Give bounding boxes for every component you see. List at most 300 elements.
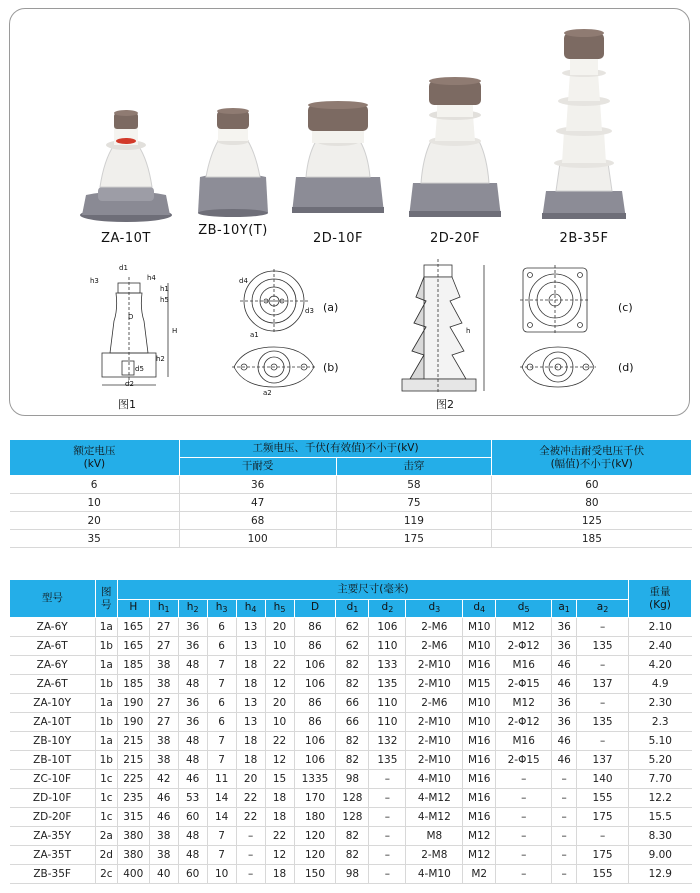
product-photo-2d10f bbox=[288, 97, 388, 217]
dim-d1-label: d1 bbox=[119, 264, 128, 272]
dimension-cell: – bbox=[577, 732, 629, 751]
model-cell: ZA-6T bbox=[10, 675, 96, 694]
col-weight bbox=[629, 580, 692, 618]
dimension-cell: 2-M10 bbox=[406, 713, 463, 732]
dimension-cell: – bbox=[496, 789, 552, 808]
dimension-cell: 2-Φ15 bbox=[496, 751, 552, 770]
dimension-cell: 98 bbox=[336, 770, 369, 789]
voltage-cell: 58 bbox=[336, 476, 492, 494]
dim-col-subscript: 3 bbox=[435, 605, 441, 614]
dim-h1-label: h1 bbox=[160, 285, 169, 293]
dimension-cell: – bbox=[496, 827, 552, 846]
dimension-cell: 13 bbox=[236, 713, 265, 732]
dimension-cell: – bbox=[552, 808, 577, 827]
dim-col-header bbox=[369, 600, 406, 618]
dimension-cell: – bbox=[236, 827, 265, 846]
dim-col-header bbox=[178, 600, 207, 618]
dimension-cell: 46 bbox=[552, 675, 577, 694]
product-photo-2d20f bbox=[405, 71, 505, 221]
dimension-cell: 86 bbox=[294, 713, 336, 732]
dim-h3-label: h3 bbox=[90, 277, 99, 285]
weight-unit: (Kg) bbox=[649, 598, 671, 611]
model-cell: ZC-10F bbox=[10, 770, 96, 789]
dim-col-subscript: 3 bbox=[222, 605, 228, 614]
dimension-cell: 1b bbox=[95, 751, 117, 770]
dimension-cell: – bbox=[496, 808, 552, 827]
figure2-side-drawing bbox=[394, 257, 490, 401]
dim-col-header bbox=[552, 600, 577, 618]
dimension-cell: 190 bbox=[117, 713, 149, 732]
dimension-cell: 380 bbox=[117, 827, 149, 846]
dimension-cell: 2-M8 bbox=[406, 846, 463, 865]
dimension-cell: M2 bbox=[463, 865, 496, 884]
dimension-cell: 2-Φ12 bbox=[496, 713, 552, 732]
dimension-cell: 48 bbox=[178, 751, 207, 770]
dimension-cell: 12 bbox=[265, 846, 294, 865]
dimension-cell: 2c bbox=[95, 865, 117, 884]
figure2-plan-d bbox=[518, 343, 598, 397]
dimension-row bbox=[10, 865, 692, 884]
dimension-cell: 155 bbox=[577, 865, 629, 884]
dim-col-symbol: h bbox=[186, 601, 194, 613]
dimension-cell: M16 bbox=[496, 656, 552, 675]
voltage-row bbox=[10, 494, 692, 512]
dim-col-header bbox=[117, 600, 149, 618]
product-photo-za10t bbox=[76, 105, 176, 225]
dimension-cell: 135 bbox=[369, 751, 406, 770]
model-cell: ZB-10T bbox=[10, 751, 96, 770]
dimension-cell: 135 bbox=[577, 713, 629, 732]
figure1-caption: 图1 bbox=[118, 398, 136, 411]
dimension-cell: 46 bbox=[149, 808, 178, 827]
col-dry-withstand: 干耐受 bbox=[179, 458, 336, 476]
dimension-cell: M12 bbox=[463, 827, 496, 846]
dimension-cell: 1a bbox=[95, 656, 117, 675]
dim-col-header bbox=[265, 600, 294, 618]
model-cell: ZB-10Y bbox=[10, 732, 96, 751]
dimension-cell: 36 bbox=[552, 637, 577, 656]
model-cell: ZD-20F bbox=[10, 808, 96, 827]
col-model: 型号 bbox=[10, 580, 96, 618]
dimension-cell: 137 bbox=[577, 675, 629, 694]
dimension-cell: 106 bbox=[294, 732, 336, 751]
view-a-label: (a) bbox=[323, 301, 339, 314]
dimension-cell: 106 bbox=[294, 656, 336, 675]
model-cell: ZA-35T bbox=[10, 846, 96, 865]
dimension-cell: M10 bbox=[463, 694, 496, 713]
dimension-cell: 235 bbox=[117, 789, 149, 808]
model-cell: ZA-10Y bbox=[10, 694, 96, 713]
dimension-cell: 20 bbox=[236, 770, 265, 789]
dimension-cell: – bbox=[552, 865, 577, 884]
dimension-cell: M16 bbox=[463, 789, 496, 808]
dimension-cell: 36 bbox=[178, 713, 207, 732]
dimension-cell: 165 bbox=[117, 618, 149, 637]
dimension-cell: 110 bbox=[369, 713, 406, 732]
dimension-cell: 7 bbox=[207, 675, 236, 694]
dimension-cell: 137 bbox=[577, 751, 629, 770]
dimension-cell: 36 bbox=[178, 618, 207, 637]
voltage-cell: 80 bbox=[492, 494, 692, 512]
dimension-cell: 48 bbox=[178, 656, 207, 675]
product-photo-2b35f bbox=[534, 23, 634, 223]
dimension-cell: 36 bbox=[178, 637, 207, 656]
dim-col-subscript: 1 bbox=[564, 605, 570, 614]
dimension-cell: 106 bbox=[294, 751, 336, 770]
col-breakdown: 击穿 bbox=[336, 458, 492, 476]
dimension-cell: 106 bbox=[369, 618, 406, 637]
product-label-2d20f: 2D-20F bbox=[430, 231, 480, 246]
dimension-cell: 82 bbox=[336, 675, 369, 694]
dim-col-symbol: d bbox=[428, 601, 436, 613]
dimension-cell: 5.10 bbox=[629, 732, 692, 751]
product-label-zb10y: ZB-10Y(T) bbox=[198, 223, 268, 238]
dimension-cell: 27 bbox=[149, 618, 178, 637]
dimension-cell: 82 bbox=[336, 827, 369, 846]
dimension-cell: 2-M10 bbox=[406, 656, 463, 675]
dimension-cell: 38 bbox=[149, 675, 178, 694]
dimension-cell: 1c bbox=[95, 770, 117, 789]
product-label-za10t: ZA-10T bbox=[101, 231, 151, 246]
dimension-cell: 2d bbox=[95, 846, 117, 865]
dimension-cell: 2.30 bbox=[629, 694, 692, 713]
dimension-cell: 53 bbox=[178, 789, 207, 808]
dimension-cell: 215 bbox=[117, 732, 149, 751]
dimension-cell: 22 bbox=[265, 827, 294, 846]
dim-col-symbol: h bbox=[244, 601, 252, 613]
dimension-cell: M16 bbox=[496, 732, 552, 751]
dimension-cell: 12 bbox=[265, 675, 294, 694]
voltage-row bbox=[10, 512, 692, 530]
dimension-cell: 6 bbox=[207, 618, 236, 637]
dimension-cell: 10 bbox=[265, 713, 294, 732]
dimension-cell: M16 bbox=[463, 770, 496, 789]
dimension-cell: M16 bbox=[463, 732, 496, 751]
dimension-cell: 135 bbox=[577, 637, 629, 656]
dim-col-subscript: 5 bbox=[524, 605, 530, 614]
dimension-cell: M10 bbox=[463, 637, 496, 656]
dimension-cell: 18 bbox=[265, 789, 294, 808]
dimension-cell: 42 bbox=[149, 770, 178, 789]
dimension-cell: – bbox=[577, 656, 629, 675]
dim-h2-label: h2 bbox=[156, 355, 165, 363]
dimension-cell: 185 bbox=[117, 656, 149, 675]
dimension-row bbox=[10, 713, 692, 732]
dimension-cell: M16 bbox=[463, 751, 496, 770]
dimension-cell: 18 bbox=[236, 675, 265, 694]
dim-col-symbol: h bbox=[157, 601, 165, 613]
dimension-cell: 6 bbox=[207, 637, 236, 656]
dimension-cell: 128 bbox=[336, 789, 369, 808]
dimension-cell: 60 bbox=[178, 808, 207, 827]
dimension-table bbox=[9, 579, 692, 884]
dimension-cell: 4-M12 bbox=[406, 789, 463, 808]
dimension-cell: 36 bbox=[552, 694, 577, 713]
dimension-cell: 82 bbox=[336, 751, 369, 770]
dimension-cell: 8.30 bbox=[629, 827, 692, 846]
dimension-cell: 140 bbox=[577, 770, 629, 789]
model-cell: ZA-6Y bbox=[10, 618, 96, 637]
dimension-cell: 1a bbox=[95, 618, 117, 637]
dimension-cell: – bbox=[369, 789, 406, 808]
model-cell: ZA-10T bbox=[10, 713, 96, 732]
dimension-cell: 7 bbox=[207, 827, 236, 846]
dimension-cell: 14 bbox=[207, 808, 236, 827]
dimension-cell: 46 bbox=[552, 656, 577, 675]
dimension-cell: – bbox=[496, 770, 552, 789]
dimension-row bbox=[10, 656, 692, 675]
dim-col-symbol: D bbox=[310, 601, 320, 613]
dimension-cell: 7 bbox=[207, 732, 236, 751]
voltage-cell: 175 bbox=[336, 530, 492, 548]
dimension-cell: 13 bbox=[236, 694, 265, 713]
dimension-cell: 36 bbox=[552, 713, 577, 732]
dimension-cell: 2-Φ15 bbox=[496, 675, 552, 694]
impulse-title: 全被冲击耐受电压千伏 bbox=[539, 444, 645, 457]
dim-col-symbol: d bbox=[473, 601, 481, 613]
dimension-cell: – bbox=[577, 694, 629, 713]
dimension-cell: 13 bbox=[236, 618, 265, 637]
dimension-cell: 4.20 bbox=[629, 656, 692, 675]
dimension-cell: 1a bbox=[95, 732, 117, 751]
dimension-cell: M10 bbox=[463, 713, 496, 732]
dimension-cell: 62 bbox=[336, 637, 369, 656]
dim-col-symbol: h bbox=[215, 601, 223, 613]
dimension-cell: 48 bbox=[178, 827, 207, 846]
voltage-cell: 75 bbox=[336, 494, 492, 512]
dimension-cell: 2.3 bbox=[629, 713, 692, 732]
dimension-cell: 18 bbox=[265, 865, 294, 884]
dimension-cell: 2a bbox=[95, 827, 117, 846]
dim-col-header bbox=[496, 600, 552, 618]
dimension-cell: 150 bbox=[294, 865, 336, 884]
dimension-cell: 2.10 bbox=[629, 618, 692, 637]
col-figure: 图号 bbox=[95, 580, 117, 618]
model-cell: ZA-35Y bbox=[10, 827, 96, 846]
dimension-cell: 175 bbox=[577, 808, 629, 827]
dimension-cell: 2-Φ12 bbox=[496, 637, 552, 656]
voltage-cell: 6 bbox=[10, 476, 180, 494]
dimension-cell: 106 bbox=[294, 675, 336, 694]
dimension-cell: 86 bbox=[294, 618, 336, 637]
dimension-cell: 4-M12 bbox=[406, 808, 463, 827]
weight-title: 重量 bbox=[649, 585, 671, 598]
dimension-cell: 12.2 bbox=[629, 789, 692, 808]
dim-H-label: H bbox=[172, 327, 178, 335]
dimension-cell: 36 bbox=[552, 618, 577, 637]
dimension-row bbox=[10, 846, 692, 865]
dim-h-label: h bbox=[466, 327, 471, 335]
dim-col-symbol: d bbox=[381, 601, 389, 613]
dimension-cell: 2-M6 bbox=[406, 618, 463, 637]
dimension-cell: – bbox=[369, 865, 406, 884]
dim-col-symbol: d bbox=[517, 601, 525, 613]
dimension-row bbox=[10, 618, 692, 637]
dimension-cell: 7 bbox=[207, 846, 236, 865]
dimension-cell: 215 bbox=[117, 751, 149, 770]
dimension-cell: 120 bbox=[294, 827, 336, 846]
dim-d4-label: d4 bbox=[239, 277, 248, 285]
dimension-cell: 128 bbox=[336, 808, 369, 827]
dimension-row bbox=[10, 808, 692, 827]
dimension-cell: – bbox=[496, 846, 552, 865]
dim-col-subscript: 4 bbox=[251, 605, 257, 614]
dimension-cell: 46 bbox=[552, 751, 577, 770]
dim-col-subscript: 5 bbox=[280, 605, 286, 614]
dim-d3-label: d3 bbox=[305, 307, 314, 315]
dimension-cell: 98 bbox=[336, 865, 369, 884]
dimension-cell: 82 bbox=[336, 846, 369, 865]
dim-h4-label: h4 bbox=[147, 274, 156, 282]
dimension-cell: – bbox=[552, 770, 577, 789]
dim-col-subscript: 2 bbox=[603, 605, 609, 614]
dimension-cell: 60 bbox=[178, 865, 207, 884]
dimension-cell: – bbox=[236, 865, 265, 884]
dim-h5-label: h5 bbox=[160, 296, 169, 304]
dimension-cell: 38 bbox=[149, 846, 178, 865]
dimension-cell: 18 bbox=[236, 656, 265, 675]
figure1-plan-b bbox=[230, 343, 320, 397]
dim-col-header bbox=[463, 600, 496, 618]
dimension-cell: 155 bbox=[577, 789, 629, 808]
dimension-cell: 38 bbox=[149, 656, 178, 675]
voltage-cell: 35 bbox=[10, 530, 180, 548]
rated-voltage-title: 额定电压 bbox=[73, 444, 116, 457]
rated-voltage-unit: (kV) bbox=[83, 457, 106, 470]
dimension-cell: 20 bbox=[265, 618, 294, 637]
dimension-row bbox=[10, 694, 692, 713]
dimension-cell: 27 bbox=[149, 713, 178, 732]
dimension-row bbox=[10, 675, 692, 694]
dimension-cell: – bbox=[552, 827, 577, 846]
dimension-cell: 20 bbox=[265, 694, 294, 713]
dimension-cell: 7.70 bbox=[629, 770, 692, 789]
col-main-dims: 主要尺寸(毫米) bbox=[117, 580, 628, 600]
dimension-cell: 1b bbox=[95, 675, 117, 694]
dimension-cell: M16 bbox=[463, 808, 496, 827]
dimension-cell: 27 bbox=[149, 637, 178, 656]
dimension-cell: 18 bbox=[265, 808, 294, 827]
dimension-cell: 2.40 bbox=[629, 637, 692, 656]
model-cell: ZB-35F bbox=[10, 865, 96, 884]
dimension-cell: 4-M10 bbox=[406, 770, 463, 789]
dimension-cell: 400 bbox=[117, 865, 149, 884]
dimension-cell: 6 bbox=[207, 694, 236, 713]
dim-a2-label: a2 bbox=[263, 389, 272, 397]
dim-col-header bbox=[294, 600, 336, 618]
dimension-cell: 1c bbox=[95, 808, 117, 827]
dimension-cell: 9.00 bbox=[629, 846, 692, 865]
voltage-cell: 119 bbox=[336, 512, 492, 530]
dimension-cell: M8 bbox=[406, 827, 463, 846]
dimension-cell: – bbox=[496, 865, 552, 884]
dimension-row bbox=[10, 827, 692, 846]
dimension-cell: 62 bbox=[336, 618, 369, 637]
dim-col-header bbox=[207, 600, 236, 618]
dim-col-header bbox=[236, 600, 265, 618]
dimension-cell: 82 bbox=[336, 732, 369, 751]
dimension-row bbox=[10, 789, 692, 808]
view-c-label: (c) bbox=[618, 301, 633, 314]
dimension-cell: 2-M6 bbox=[406, 694, 463, 713]
dim-col-symbol: a bbox=[558, 601, 565, 613]
dimension-cell: 12.9 bbox=[629, 865, 692, 884]
product-label-2d10f: 2D-10F bbox=[313, 231, 363, 246]
dimension-cell: 225 bbox=[117, 770, 149, 789]
dimension-cell: 2-M10 bbox=[406, 751, 463, 770]
dimension-cell: 180 bbox=[294, 808, 336, 827]
dimension-cell: – bbox=[236, 846, 265, 865]
figure2-caption: 图2 bbox=[436, 398, 454, 411]
dimension-cell: 315 bbox=[117, 808, 149, 827]
dimension-cell: M16 bbox=[463, 656, 496, 675]
dimension-cell: – bbox=[552, 789, 577, 808]
product-photo-zb10y bbox=[188, 105, 278, 217]
dimension-cell: 170 bbox=[294, 789, 336, 808]
dimension-cell: 38 bbox=[149, 751, 178, 770]
dimension-cell: 14 bbox=[207, 789, 236, 808]
dimension-cell: – bbox=[577, 827, 629, 846]
col-power-freq: 工频电压、千伏(有效值)不小于(kV) bbox=[179, 440, 492, 458]
dimension-cell: – bbox=[369, 770, 406, 789]
dim-col-subscript: 2 bbox=[193, 605, 199, 614]
dimension-cell: 1c bbox=[95, 789, 117, 808]
col-impulse bbox=[492, 440, 692, 476]
dimension-cell: 1a bbox=[95, 694, 117, 713]
dimension-row bbox=[10, 751, 692, 770]
dimension-cell: 22 bbox=[236, 789, 265, 808]
product-panel bbox=[9, 8, 690, 416]
voltage-cell: 20 bbox=[10, 512, 180, 530]
dimension-cell: 133 bbox=[369, 656, 406, 675]
dimension-cell: 380 bbox=[117, 846, 149, 865]
dimension-cell: 6 bbox=[207, 713, 236, 732]
voltage-cell: 125 bbox=[492, 512, 692, 530]
voltage-row bbox=[10, 476, 692, 494]
dimension-cell: 18 bbox=[236, 732, 265, 751]
voltage-cell: 47 bbox=[179, 494, 336, 512]
dimension-cell: 22 bbox=[236, 808, 265, 827]
dimension-cell: 13 bbox=[236, 637, 265, 656]
dim-col-header bbox=[577, 600, 629, 618]
voltage-cell: 36 bbox=[179, 476, 336, 494]
dimension-cell: – bbox=[369, 846, 406, 865]
voltage-cell: 68 bbox=[179, 512, 336, 530]
dimension-cell: 66 bbox=[336, 713, 369, 732]
dim-col-subscript: 1 bbox=[353, 605, 359, 614]
dimension-cell: 10 bbox=[207, 865, 236, 884]
dimension-cell: 4.9 bbox=[629, 675, 692, 694]
dim-col-symbol: h bbox=[273, 601, 281, 613]
dimension-cell: 40 bbox=[149, 865, 178, 884]
voltage-table bbox=[9, 439, 692, 548]
impulse-unit: (幅值)不小于(kV) bbox=[550, 457, 633, 470]
dimension-cell: 11 bbox=[207, 770, 236, 789]
dimension-cell: M12 bbox=[496, 694, 552, 713]
dimension-cell: 2-M10 bbox=[406, 732, 463, 751]
dimension-cell: 22 bbox=[265, 732, 294, 751]
dimension-cell: 1b bbox=[95, 713, 117, 732]
dimension-cell: 5.20 bbox=[629, 751, 692, 770]
dimension-cell: 7 bbox=[207, 751, 236, 770]
dimension-row bbox=[10, 770, 692, 789]
dimension-cell: 2-M10 bbox=[406, 675, 463, 694]
dimension-cell: 135 bbox=[369, 675, 406, 694]
dimension-cell: 46 bbox=[149, 789, 178, 808]
dimension-cell: 15.5 bbox=[629, 808, 692, 827]
dimension-cell: M12 bbox=[496, 618, 552, 637]
dimension-cell: 165 bbox=[117, 637, 149, 656]
